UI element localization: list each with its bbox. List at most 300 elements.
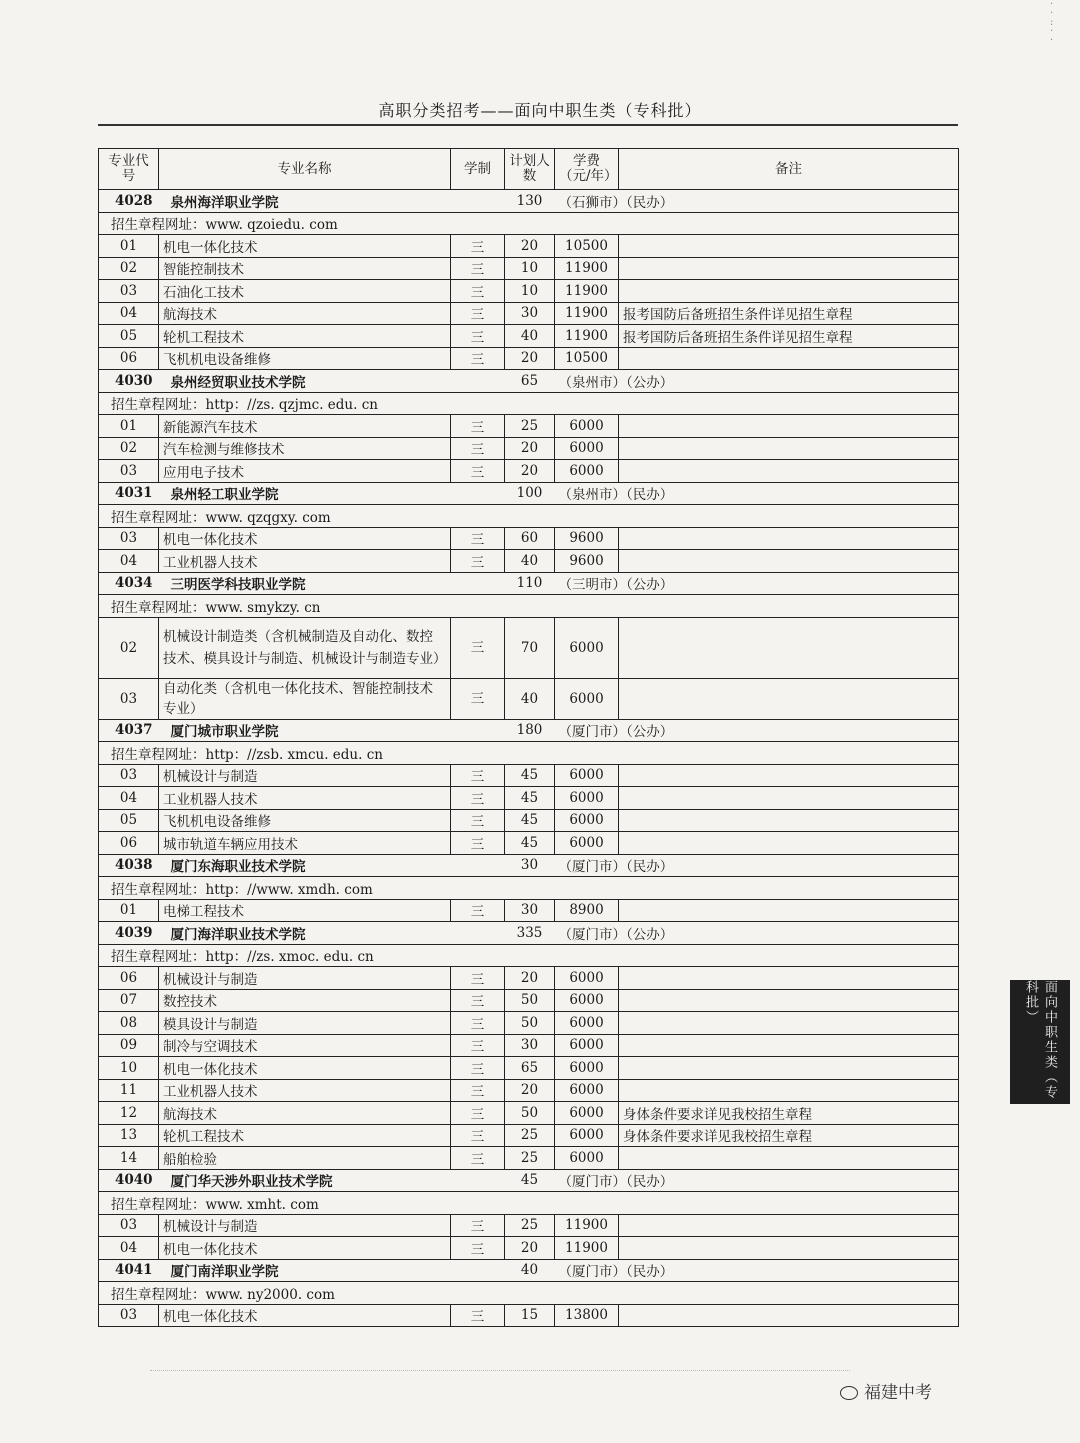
- section-side-tab: [1010, 980, 1070, 1104]
- major-system: 三: [451, 989, 505, 1012]
- major-system: 三: [451, 1304, 505, 1327]
- major-code: 09: [99, 1034, 159, 1057]
- school-info: （厦门市）（民办）: [555, 1259, 959, 1282]
- wechat-icon: [840, 1386, 858, 1400]
- school-name: 厦门东海职业技术学院: [159, 854, 451, 877]
- major-code: 03: [99, 1304, 159, 1327]
- major-plan: 45: [505, 809, 555, 832]
- school-info: （厦门市）（公办）: [555, 922, 959, 945]
- major-name: 机电一体化技术: [159, 1057, 451, 1080]
- major-code: 03: [99, 527, 159, 550]
- major-system: 三: [451, 1124, 505, 1147]
- major-note: [619, 257, 959, 280]
- major-code: 04: [99, 1237, 159, 1260]
- major-note: [619, 1237, 959, 1260]
- major-plan: 45: [505, 764, 555, 787]
- major-name: 汽车检测与维修技术: [159, 437, 451, 460]
- side-tab-label: 面向中职生类（专科批）: [1023, 980, 1057, 1100]
- major-row: [99, 1034, 959, 1057]
- school-plan: 40: [505, 1259, 555, 1282]
- major-code: 08: [99, 1012, 159, 1035]
- school-code: 4031: [99, 482, 159, 505]
- major-plan: 50: [505, 1012, 555, 1035]
- major-system: 三: [451, 678, 505, 719]
- major-note: [619, 1079, 959, 1102]
- major-note: [619, 550, 959, 573]
- major-system: 三: [451, 787, 505, 810]
- school-info: （泉州市）（民办）: [555, 482, 959, 505]
- major-fee: 10500: [555, 235, 619, 258]
- major-fee: 10500: [555, 347, 619, 370]
- school-site-row: [99, 944, 959, 967]
- major-system: 三: [451, 967, 505, 990]
- school-site-row: [99, 505, 959, 528]
- school-row: [99, 190, 959, 213]
- school-info: （石狮市）（民办）: [555, 190, 959, 213]
- school-spacer: [451, 854, 505, 877]
- major-name: 轮机工程技术: [159, 325, 451, 348]
- school-row: [99, 719, 959, 742]
- major-plan: 15: [505, 1304, 555, 1327]
- major-code: 02: [99, 257, 159, 280]
- school-info: （厦门市）（民办）: [555, 1169, 959, 1192]
- major-fee: 6000: [555, 460, 619, 483]
- major-code: 04: [99, 302, 159, 325]
- major-fee: 9600: [555, 550, 619, 573]
- major-row: [99, 437, 959, 460]
- major-code: 13: [99, 1124, 159, 1147]
- major-code: 12: [99, 1102, 159, 1125]
- major-code: 03: [99, 1214, 159, 1237]
- major-name: 新能源汽车技术: [159, 415, 451, 438]
- major-row: [99, 325, 959, 348]
- major-row: [99, 460, 959, 483]
- school-name: 泉州经贸职业技术学院: [159, 370, 451, 393]
- school-name: 三明医学科技职业学院: [159, 572, 451, 595]
- major-plan: 20: [505, 235, 555, 258]
- major-system: 三: [451, 809, 505, 832]
- major-fee: 6000: [555, 437, 619, 460]
- school-plan: 335: [505, 922, 555, 945]
- school-row: [99, 370, 959, 393]
- major-plan: 45: [505, 832, 555, 855]
- major-fee: 6000: [555, 832, 619, 855]
- major-fee: 6000: [555, 678, 619, 719]
- major-system: 三: [451, 235, 505, 258]
- major-code: 04: [99, 550, 159, 573]
- col-header-code: 专业代号: [99, 149, 159, 190]
- major-system: 三: [451, 764, 505, 787]
- major-code: 05: [99, 325, 159, 348]
- col-header-name: 专业名称: [159, 149, 451, 190]
- major-fee: 11900: [555, 257, 619, 280]
- major-note: [619, 967, 959, 990]
- major-note: [619, 280, 959, 303]
- major-note: [619, 460, 959, 483]
- major-fee: 9600: [555, 527, 619, 550]
- major-system: 三: [451, 1237, 505, 1260]
- school-info: （三明市）（公办）: [555, 572, 959, 595]
- major-plan: 20: [505, 437, 555, 460]
- major-name: 工业机器人技术: [159, 787, 451, 810]
- major-system: 三: [451, 1214, 505, 1237]
- major-system: 三: [451, 257, 505, 280]
- school-name: 厦门南洋职业学院: [159, 1259, 451, 1282]
- col-header-plan: 计划人数: [505, 149, 555, 190]
- watermark-text: 福建中考: [864, 1383, 932, 1403]
- major-name: 机械设计制造类（含机械制造及自动化、数控技术、模具设计与制造、机械设计与制造专业）: [159, 617, 451, 678]
- major-row: [99, 1102, 959, 1125]
- major-note: [619, 832, 959, 855]
- major-code: 11: [99, 1079, 159, 1102]
- major-system: 三: [451, 415, 505, 438]
- major-plan: 20: [505, 1237, 555, 1260]
- major-row: [99, 764, 959, 787]
- school-site-row: [99, 877, 959, 900]
- major-name: 工业机器人技术: [159, 550, 451, 573]
- major-code: 03: [99, 280, 159, 303]
- major-fee: 6000: [555, 1124, 619, 1147]
- major-code: 04: [99, 787, 159, 810]
- major-row: [99, 280, 959, 303]
- major-name: 石油化工技术: [159, 280, 451, 303]
- major-fee: 11900: [555, 1214, 619, 1237]
- major-name: 工业机器人技术: [159, 1079, 451, 1102]
- major-fee: 11900: [555, 280, 619, 303]
- major-note: [619, 235, 959, 258]
- page-title: 高职分类招考——面向中职生类（专科批）: [378, 101, 702, 120]
- major-system: 三: [451, 1079, 505, 1102]
- major-name: 机电一体化技术: [159, 527, 451, 550]
- col-header-note: 备注: [619, 149, 959, 190]
- major-system: 三: [451, 832, 505, 855]
- school-code: 4038: [99, 854, 159, 877]
- major-name: 机电一体化技术: [159, 235, 451, 258]
- major-name: 制冷与空调技术: [159, 1034, 451, 1057]
- major-code: 02: [99, 617, 159, 678]
- major-row: [99, 899, 959, 922]
- major-note: 身体条件要求详见我校招生章程: [619, 1102, 959, 1125]
- school-name: 厦门海洋职业技术学院: [159, 922, 451, 945]
- major-plan: 10: [505, 257, 555, 280]
- major-plan: 20: [505, 347, 555, 370]
- major-code: 02: [99, 437, 159, 460]
- school-site-row: [99, 1192, 959, 1215]
- major-row: [99, 1214, 959, 1237]
- major-code: 03: [99, 764, 159, 787]
- major-note: [619, 1034, 959, 1057]
- major-note: [619, 347, 959, 370]
- major-fee: 6000: [555, 415, 619, 438]
- major-code: 10: [99, 1057, 159, 1080]
- school-row: [99, 922, 959, 945]
- major-row: [99, 678, 959, 719]
- major-row: [99, 415, 959, 438]
- major-fee: 6000: [555, 1012, 619, 1035]
- major-name: 城市轨道车辆应用技术: [159, 832, 451, 855]
- major-row: [99, 1057, 959, 1080]
- major-name: 自动化类（含机电一体化技术、智能控制技术专业）: [159, 678, 451, 719]
- major-note: [619, 899, 959, 922]
- major-fee: 11900: [555, 325, 619, 348]
- major-system: 三: [451, 1057, 505, 1080]
- major-system: 三: [451, 302, 505, 325]
- major-note: [619, 1012, 959, 1035]
- major-system: 三: [451, 1102, 505, 1125]
- major-name: 航海技术: [159, 1102, 451, 1125]
- major-system: 三: [451, 617, 505, 678]
- major-row: [99, 302, 959, 325]
- school-name: 泉州海洋职业学院: [159, 190, 451, 213]
- major-row: [99, 967, 959, 990]
- school-info: （厦门市）（公办）: [555, 719, 959, 742]
- major-system: 三: [451, 437, 505, 460]
- major-name: 飞机机电设备维修: [159, 347, 451, 370]
- major-system: 三: [451, 550, 505, 573]
- school-code: 4028: [99, 190, 159, 213]
- major-row: [99, 257, 959, 280]
- major-code: 01: [99, 415, 159, 438]
- major-row: [99, 347, 959, 370]
- school-site: 招生章程网址：www. qzoiedu. com: [99, 212, 959, 235]
- major-fee: 11900: [555, 302, 619, 325]
- major-note: [619, 678, 959, 719]
- major-name: 机械设计与制造: [159, 1214, 451, 1237]
- school-name: 泉州轻工职业学院: [159, 482, 451, 505]
- major-row: [99, 617, 959, 678]
- school-info: （泉州市）（公办）: [555, 370, 959, 393]
- major-system: 三: [451, 527, 505, 550]
- major-fee: 13800: [555, 1304, 619, 1327]
- school-code: 4034: [99, 572, 159, 595]
- major-fee: 6000: [555, 989, 619, 1012]
- bottom-divider: [150, 1370, 850, 1371]
- school-code: 4037: [99, 719, 159, 742]
- major-note: [619, 437, 959, 460]
- major-note: [619, 1214, 959, 1237]
- school-code: 4041: [99, 1259, 159, 1282]
- major-plan: 20: [505, 1079, 555, 1102]
- school-row: [99, 1259, 959, 1282]
- major-plan: 30: [505, 1034, 555, 1057]
- school-spacer: [451, 190, 505, 213]
- major-system: 三: [451, 325, 505, 348]
- major-note: 身体条件要求详见我校招生章程: [619, 1124, 959, 1147]
- major-fee: 6000: [555, 764, 619, 787]
- major-name: 机电一体化技术: [159, 1304, 451, 1327]
- major-name: 数控技术: [159, 989, 451, 1012]
- major-row: [99, 809, 959, 832]
- major-note: [619, 1147, 959, 1170]
- major-name: 船舶检验: [159, 1147, 451, 1170]
- major-row: [99, 1304, 959, 1327]
- school-plan: 110: [505, 572, 555, 595]
- school-plan: 100: [505, 482, 555, 505]
- school-row: [99, 482, 959, 505]
- major-fee: 6000: [555, 1057, 619, 1080]
- school-spacer: [451, 922, 505, 945]
- major-plan: 40: [505, 678, 555, 719]
- major-fee: 6000: [555, 1034, 619, 1057]
- major-note: [619, 989, 959, 1012]
- major-plan: 45: [505, 787, 555, 810]
- major-fee: 11900: [555, 1237, 619, 1260]
- school-spacer: [451, 482, 505, 505]
- school-row: [99, 572, 959, 595]
- major-note: [619, 415, 959, 438]
- major-code: 01: [99, 235, 159, 258]
- school-code: 4039: [99, 922, 159, 945]
- major-row: [99, 1124, 959, 1147]
- major-note: [619, 787, 959, 810]
- school-spacer: [451, 370, 505, 393]
- school-spacer: [451, 1259, 505, 1282]
- major-plan: 30: [505, 899, 555, 922]
- major-system: 三: [451, 1034, 505, 1057]
- school-site: 招生章程网址：www. smykzy. cn: [99, 595, 959, 618]
- major-note: [619, 1057, 959, 1080]
- major-name: 机械设计与制造: [159, 764, 451, 787]
- major-plan: 20: [505, 460, 555, 483]
- school-name: 厦门城市职业学院: [159, 719, 451, 742]
- header-rule: [98, 124, 958, 126]
- major-row: [99, 550, 959, 573]
- school-site: 招生章程网址：http：//zs. xmoc. edu. cn: [99, 944, 959, 967]
- major-system: 三: [451, 347, 505, 370]
- major-fee: 6000: [555, 1102, 619, 1125]
- edge-marks: · · : · ·: [1050, 0, 1054, 46]
- major-note: [619, 764, 959, 787]
- major-note: 报考国防后备班招生条件详见招生章程: [619, 302, 959, 325]
- major-plan: 65: [505, 1057, 555, 1080]
- major-plan: 50: [505, 989, 555, 1012]
- school-site-row: [99, 212, 959, 235]
- major-row: [99, 989, 959, 1012]
- school-site-row: [99, 742, 959, 765]
- major-fee: 6000: [555, 787, 619, 810]
- major-code: 03: [99, 460, 159, 483]
- school-code: 4030: [99, 370, 159, 393]
- major-name: 轮机工程技术: [159, 1124, 451, 1147]
- watermark: [840, 1378, 932, 1403]
- major-row: [99, 235, 959, 258]
- major-row: [99, 1079, 959, 1102]
- major-system: 三: [451, 1012, 505, 1035]
- major-name: 智能控制技术: [159, 257, 451, 280]
- school-spacer: [451, 572, 505, 595]
- col-header-fee: 学费（元/年）: [555, 149, 619, 190]
- school-plan: 30: [505, 854, 555, 877]
- major-code: 07: [99, 989, 159, 1012]
- major-name: 电梯工程技术: [159, 899, 451, 922]
- major-name: 机械设计与制造: [159, 967, 451, 990]
- major-row: [99, 832, 959, 855]
- major-note: [619, 1304, 959, 1327]
- major-fee: 6000: [555, 809, 619, 832]
- col-header-system: 学制: [451, 149, 505, 190]
- school-site: 招生章程网址：http：//zsb. xmcu. edu. cn: [99, 742, 959, 765]
- major-plan: 25: [505, 415, 555, 438]
- major-plan: 60: [505, 527, 555, 550]
- school-site-row: [99, 392, 959, 415]
- school-site: 招生章程网址：www. xmht. com: [99, 1192, 959, 1215]
- major-fee: 6000: [555, 967, 619, 990]
- table-body: [99, 190, 959, 1327]
- major-plan: 40: [505, 325, 555, 348]
- school-info: （厦门市）（民办）: [555, 854, 959, 877]
- school-plan: 130: [505, 190, 555, 213]
- school-plan: 180: [505, 719, 555, 742]
- major-row: [99, 787, 959, 810]
- school-spacer: [451, 1169, 505, 1192]
- major-plan: 20: [505, 967, 555, 990]
- major-code: 06: [99, 832, 159, 855]
- school-site-row: [99, 595, 959, 618]
- school-name: 厦门华天涉外职业技术学院: [159, 1169, 451, 1192]
- school-site: 招生章程网址：http：//zs. qzjmc. edu. cn: [99, 392, 959, 415]
- major-name: 机电一体化技术: [159, 1237, 451, 1260]
- major-code: 01: [99, 899, 159, 922]
- major-code: 05: [99, 809, 159, 832]
- major-row: [99, 1147, 959, 1170]
- major-system: 三: [451, 460, 505, 483]
- major-system: 三: [451, 280, 505, 303]
- major-plan: 25: [505, 1214, 555, 1237]
- major-row: [99, 527, 959, 550]
- major-fee: 6000: [555, 1079, 619, 1102]
- major-plan: 50: [505, 1102, 555, 1125]
- major-name: 飞机机电设备维修: [159, 809, 451, 832]
- school-site-row: [99, 1282, 959, 1305]
- school-row: [99, 1169, 959, 1192]
- school-row: [99, 854, 959, 877]
- major-note: [619, 809, 959, 832]
- major-name: 航海技术: [159, 302, 451, 325]
- major-fee: 6000: [555, 1147, 619, 1170]
- major-row: [99, 1012, 959, 1035]
- major-fee: 8900: [555, 899, 619, 922]
- school-code: 4040: [99, 1169, 159, 1192]
- enrollment-table: [98, 148, 959, 1327]
- major-system: 三: [451, 899, 505, 922]
- major-fee: 6000: [555, 617, 619, 678]
- major-code: 03: [99, 678, 159, 719]
- major-note: 报考国防后备班招生条件详见招生章程: [619, 325, 959, 348]
- school-site: 招生章程网址：www. qzqgxy. com: [99, 505, 959, 528]
- major-code: 06: [99, 967, 159, 990]
- major-note: [619, 527, 959, 550]
- table-header-row: [99, 149, 959, 190]
- major-plan: 70: [505, 617, 555, 678]
- school-site: 招生章程网址：http：//www. xmdh. com: [99, 877, 959, 900]
- major-row: [99, 1237, 959, 1260]
- major-code: 14: [99, 1147, 159, 1170]
- major-plan: 25: [505, 1147, 555, 1170]
- major-note: [619, 617, 959, 678]
- major-system: 三: [451, 1147, 505, 1170]
- school-plan: 45: [505, 1169, 555, 1192]
- major-plan: 40: [505, 550, 555, 573]
- major-name: 模具设计与制造: [159, 1012, 451, 1035]
- school-spacer: [451, 719, 505, 742]
- major-plan: 25: [505, 1124, 555, 1147]
- major-code: 06: [99, 347, 159, 370]
- major-plan: 30: [505, 302, 555, 325]
- major-plan: 10: [505, 280, 555, 303]
- school-site: 招生章程网址：www. ny2000. com: [99, 1282, 959, 1305]
- major-name: 应用电子技术: [159, 460, 451, 483]
- school-plan: 65: [505, 370, 555, 393]
